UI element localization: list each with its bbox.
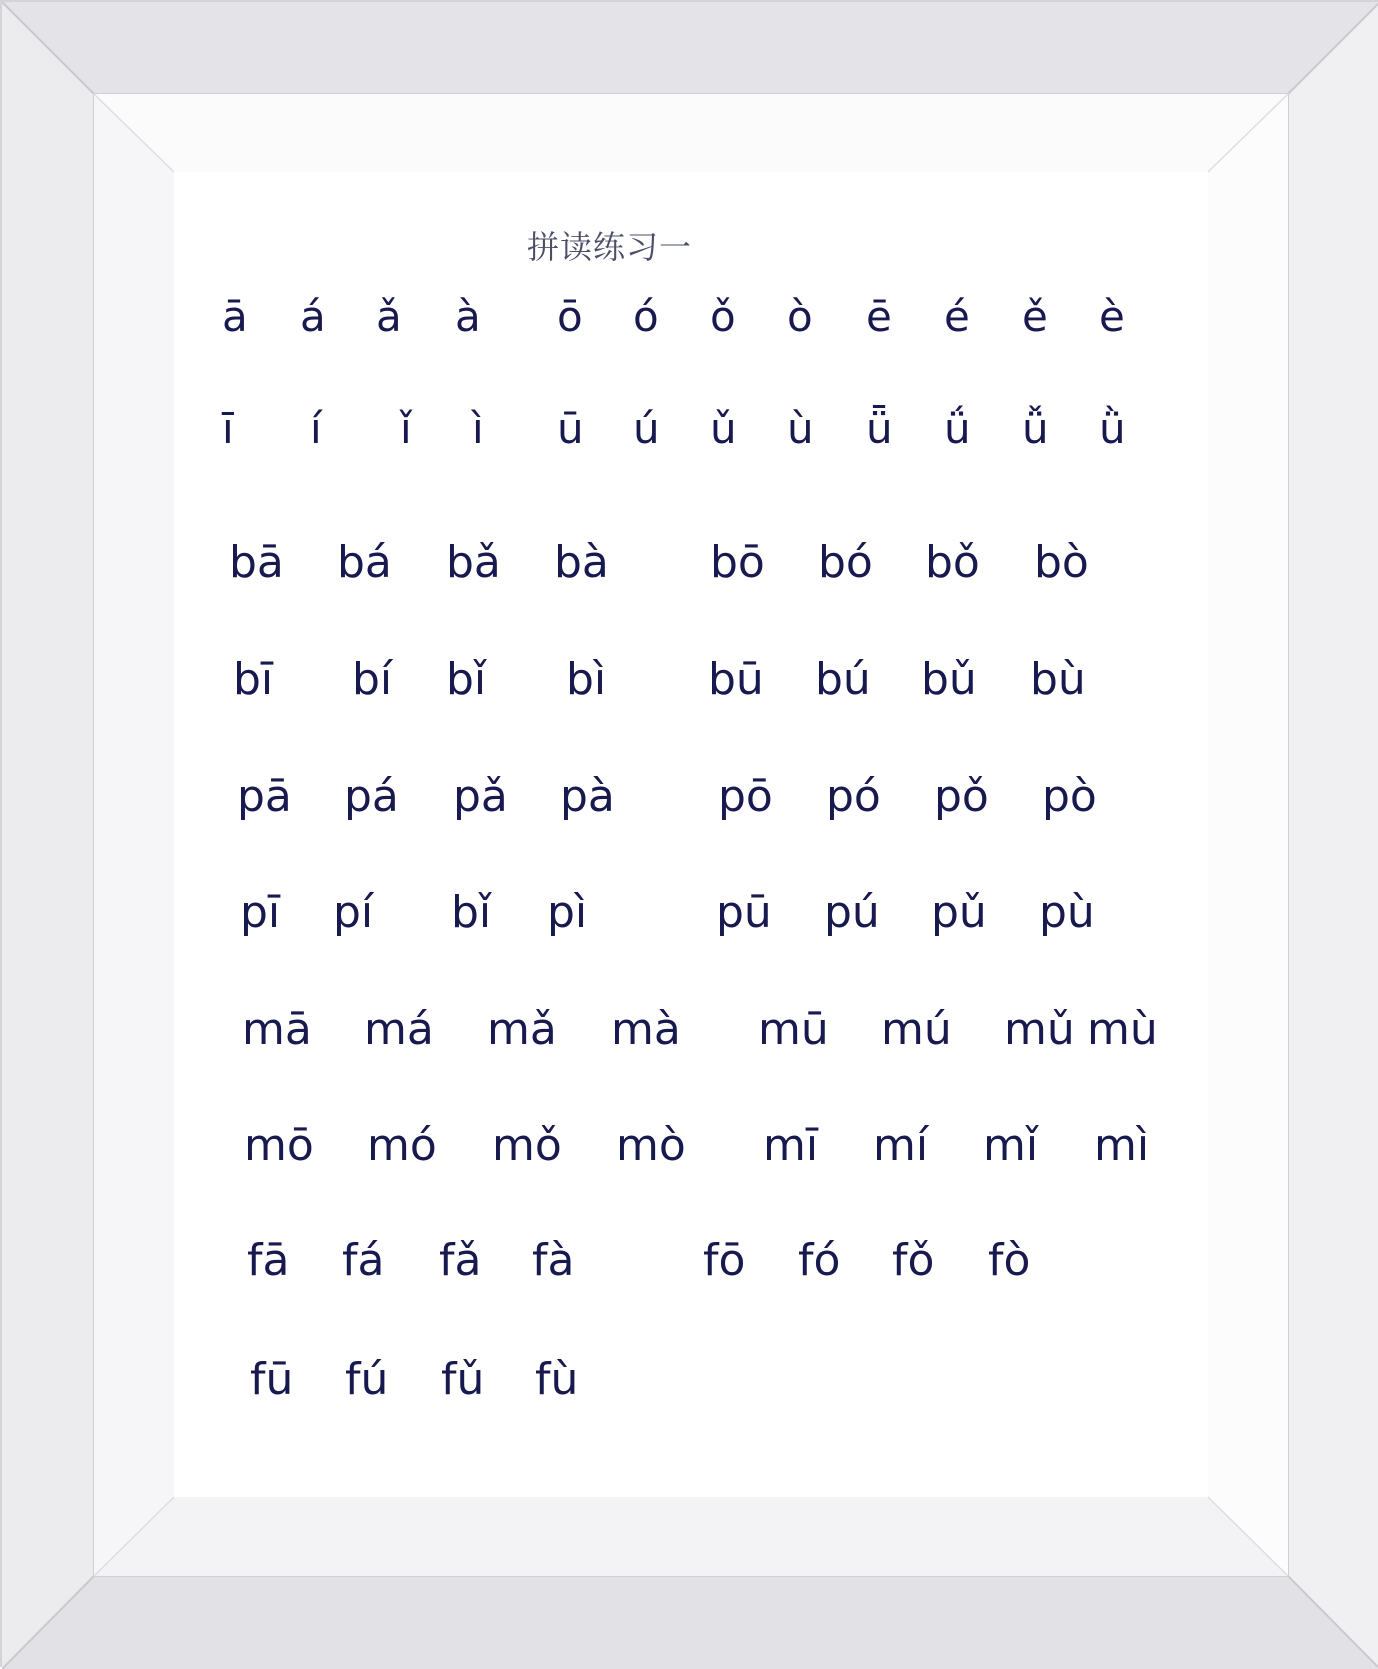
pinyin-syllable: pǒ: [934, 771, 989, 822]
pinyin-syllable: fū: [250, 1354, 294, 1405]
pinyin-syllable: ú: [633, 404, 660, 453]
pinyin-syllable: fǎ: [439, 1235, 482, 1286]
pinyin-syllable: pī: [240, 887, 281, 938]
pinyin-syllable: ī: [222, 404, 234, 453]
pinyin-syllable: bǎ: [446, 537, 501, 588]
pinyin-syllable: mǐ: [983, 1120, 1039, 1171]
pinyin-syllable: mū: [758, 1004, 829, 1055]
pinyin-syllable: mō: [244, 1120, 314, 1171]
pinyin-syllable: pū: [716, 887, 772, 938]
pinyin-syllable: mò: [616, 1120, 686, 1171]
pinyin-syllable: mǒ: [492, 1120, 562, 1171]
pinyin-syllable: ù: [787, 404, 814, 453]
pinyin-syllable: ě: [1022, 292, 1048, 341]
pinyin-syllable: mù: [1087, 1004, 1158, 1055]
pinyin-syllable: ǒ: [710, 292, 736, 341]
pinyin-syllable: pā: [237, 771, 292, 822]
pinyin-syllable: á: [300, 292, 326, 341]
pinyin-syllable: mí: [873, 1120, 929, 1171]
pinyin-syllable: bǐ: [446, 654, 487, 705]
pinyin-syllable: fò: [988, 1235, 1031, 1286]
pinyin-syllable: ē: [866, 292, 892, 341]
pinyin-syllable: bù: [1030, 654, 1086, 705]
pinyin-syllable: fō: [703, 1235, 746, 1286]
pinyin-syllable: mà: [611, 1004, 681, 1055]
pinyin-syllable: pò: [1042, 771, 1097, 822]
pinyin-syllable: pō: [718, 771, 773, 822]
pinyin-syllable: ǚ: [1022, 404, 1049, 453]
pinyin-syllable: bī: [233, 654, 274, 705]
pinyin-syllable: fǒ: [892, 1235, 935, 1286]
pinyin-syllable: mā: [242, 1004, 312, 1055]
pinyin-syllable: mì: [1094, 1120, 1150, 1171]
pinyin-syllable: mǔ: [1004, 1004, 1075, 1055]
pinyin-syllable: bǐ: [451, 887, 492, 938]
pinyin-syllable: bà: [554, 537, 609, 588]
pinyin-syllable: ū: [557, 404, 584, 453]
pinyin-syllable: fá: [342, 1235, 385, 1286]
pinyin-syllable: mú: [881, 1004, 952, 1055]
pinyin-syllable: pà: [560, 771, 615, 822]
pinyin-syllable: bì: [566, 654, 607, 705]
pinyin-syllable: ō: [557, 292, 583, 341]
pinyin-syllable: mī: [763, 1120, 819, 1171]
pinyin-syllable: bō: [710, 537, 765, 588]
pinyin-syllable: é: [944, 292, 970, 341]
pinyin-syllable: bǔ: [921, 654, 977, 705]
pinyin-syllable: pǔ: [931, 887, 987, 938]
pinyin-syllable: bó: [818, 537, 873, 588]
pinyin-syllable: fó: [798, 1235, 841, 1286]
pinyin-syllable: fù: [535, 1354, 579, 1405]
pinyin-syllable: má: [364, 1004, 434, 1055]
worksheet-title: 拼读练习一: [527, 228, 693, 266]
pinyin-syllable: pì: [547, 887, 588, 938]
pinyin-syllable: fā: [247, 1235, 290, 1286]
pinyin-syllable: è: [1099, 292, 1125, 341]
pinyin-syllable: à: [455, 292, 481, 341]
pinyin-syllable: ó: [633, 292, 659, 341]
pinyin-syllable: pù: [1039, 887, 1095, 938]
pinyin-syllable: ǔ: [710, 404, 737, 453]
pinyin-syllable: bá: [337, 537, 392, 588]
pinyin-syllable: pú: [824, 887, 880, 938]
pinyin-syllable: ǘ: [944, 404, 971, 453]
pinyin-syllable: mó: [367, 1120, 437, 1171]
pinyin-syllable: pí: [333, 887, 374, 938]
pinyin-syllable: ǖ: [866, 404, 893, 453]
pinyin-syllable: ā: [222, 292, 248, 341]
pinyin-syllable: pó: [826, 771, 881, 822]
pinyin-syllable: ǐ: [400, 404, 412, 453]
pinyin-syllable: fǔ: [441, 1354, 485, 1405]
pinyin-syllable: bǒ: [925, 537, 980, 588]
pinyin-syllable: mǎ: [487, 1004, 557, 1055]
pinyin-syllable: fú: [345, 1354, 389, 1405]
pinyin-syllable: bū: [708, 654, 764, 705]
pinyin-syllable: ò: [787, 292, 813, 341]
pinyin-syllable: bí: [352, 654, 393, 705]
pinyin-syllable: bú: [815, 654, 871, 705]
pinyin-syllable: fà: [532, 1235, 575, 1286]
pinyin-syllable: ǎ: [376, 292, 402, 341]
pinyin-syllable: pǎ: [453, 771, 508, 822]
pinyin-syllable: bā: [229, 537, 284, 588]
pinyin-syllable: í: [310, 404, 322, 453]
pinyin-syllable: bò: [1034, 537, 1089, 588]
pinyin-syllable: ǜ: [1099, 404, 1126, 453]
pinyin-syllable: pá: [344, 771, 399, 822]
pinyin-syllable: ì: [472, 404, 484, 453]
